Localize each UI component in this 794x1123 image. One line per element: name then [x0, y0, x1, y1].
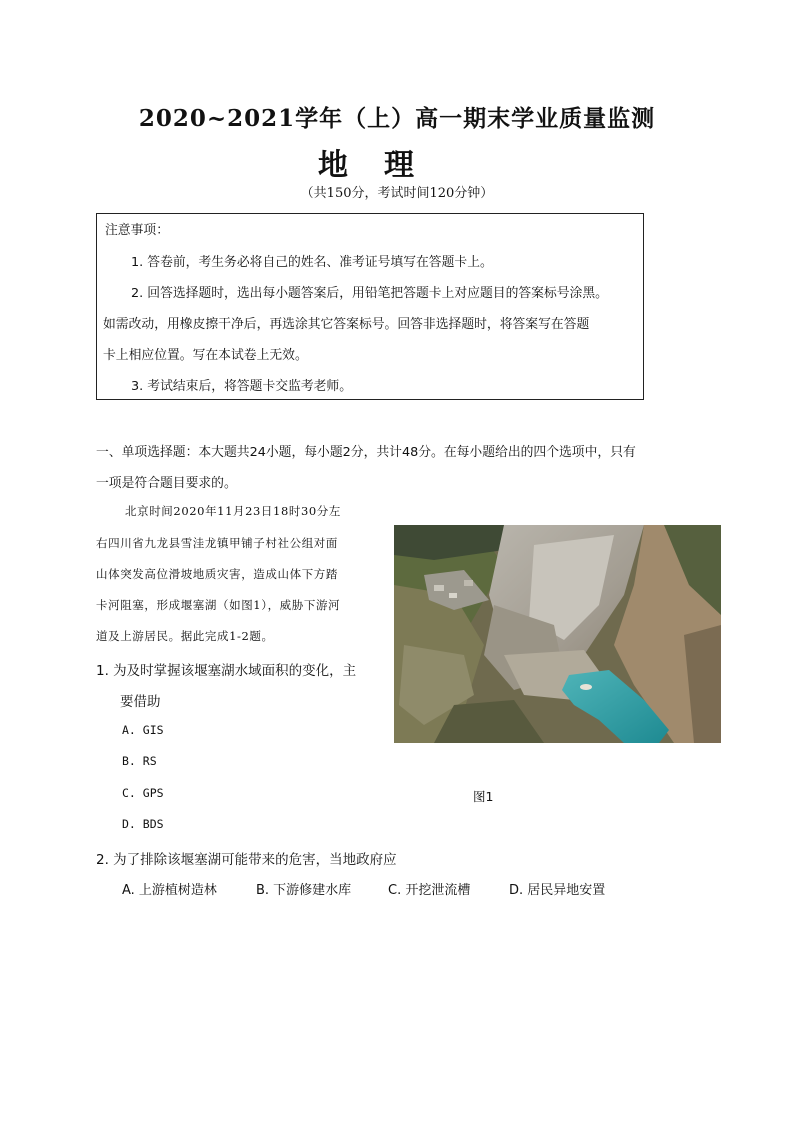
- figure-caption: 图1: [473, 789, 494, 804]
- question-2-stem: 2. 为了排除该堰塞湖可能带来的危害，当地政府应: [96, 852, 397, 868]
- q2-option-b[interactable]: B. 下游修建水库: [256, 883, 352, 898]
- passage-line: 卡河阻塞，形成堰塞湖（如图1），威胁下游河: [96, 598, 341, 612]
- passage-line: 北京时间2020年11月23日18时30分左: [125, 504, 341, 518]
- q1-option-a[interactable]: A. GIS: [122, 723, 164, 737]
- q1-option-c[interactable]: C. GPS: [122, 786, 164, 800]
- landslide-photo: [394, 525, 721, 743]
- passage-line: 右四川省九龙县雪洼龙镇甲铺子村社公组对面: [96, 536, 338, 550]
- notice-box: [96, 213, 644, 400]
- notice-line: 3. 考试结束后，将答题卡交监考老师。: [131, 379, 353, 394]
- notice-line: 卡上相应位置。写在本试卷上无效。: [103, 348, 308, 363]
- subject-title: 地理: [318, 148, 450, 183]
- q2-option-a[interactable]: A. 上游植树造林: [122, 883, 217, 898]
- notice-title: 注意事项：: [105, 223, 169, 238]
- q2-option-c[interactable]: C. 开挖泄流槽: [388, 883, 471, 898]
- notice-line: 2. 回答选择题时，选出每小题答案后，用铅笔把答题卡上对应题目的答案标号涂黑。: [131, 286, 608, 301]
- q1-option-b[interactable]: B. RS: [122, 754, 157, 768]
- question-1-stem: 1. 为及时掌握该堰塞湖水域面积的变化，主: [96, 663, 357, 679]
- notice-line: 如需改动，用橡皮擦干净后，再选涂其它答案标号。回答非选择题时，将答案写在答题: [103, 317, 590, 332]
- exam-duration: （共150分，考试时间120分钟）: [300, 186, 494, 201]
- passage-line: 道及上游居民。据此完成1-2题。: [96, 629, 274, 643]
- q2-option-d[interactable]: D. 居民异地安置: [509, 883, 606, 898]
- section-heading-line: 一项是符合题目要求的。: [96, 476, 237, 491]
- exam-title: 2020~2021学年（上）高一期末学业质量监测: [138, 105, 656, 132]
- section-heading-line: 一、单项选择题：本大题共24小题，每小题2分，共计48分。在每小题给出的四个选项中，只有: [96, 445, 636, 460]
- notice-line: 1. 答卷前，考生务必将自己的姓名、准考证号填写在答题卡上。: [131, 255, 493, 270]
- q1-option-d[interactable]: D. BDS: [122, 817, 164, 831]
- question-1-stem-cont: 要借助: [120, 694, 161, 710]
- passage-line: 山体突发高位滑坡地质灾害，造成山体下方踏: [96, 567, 338, 581]
